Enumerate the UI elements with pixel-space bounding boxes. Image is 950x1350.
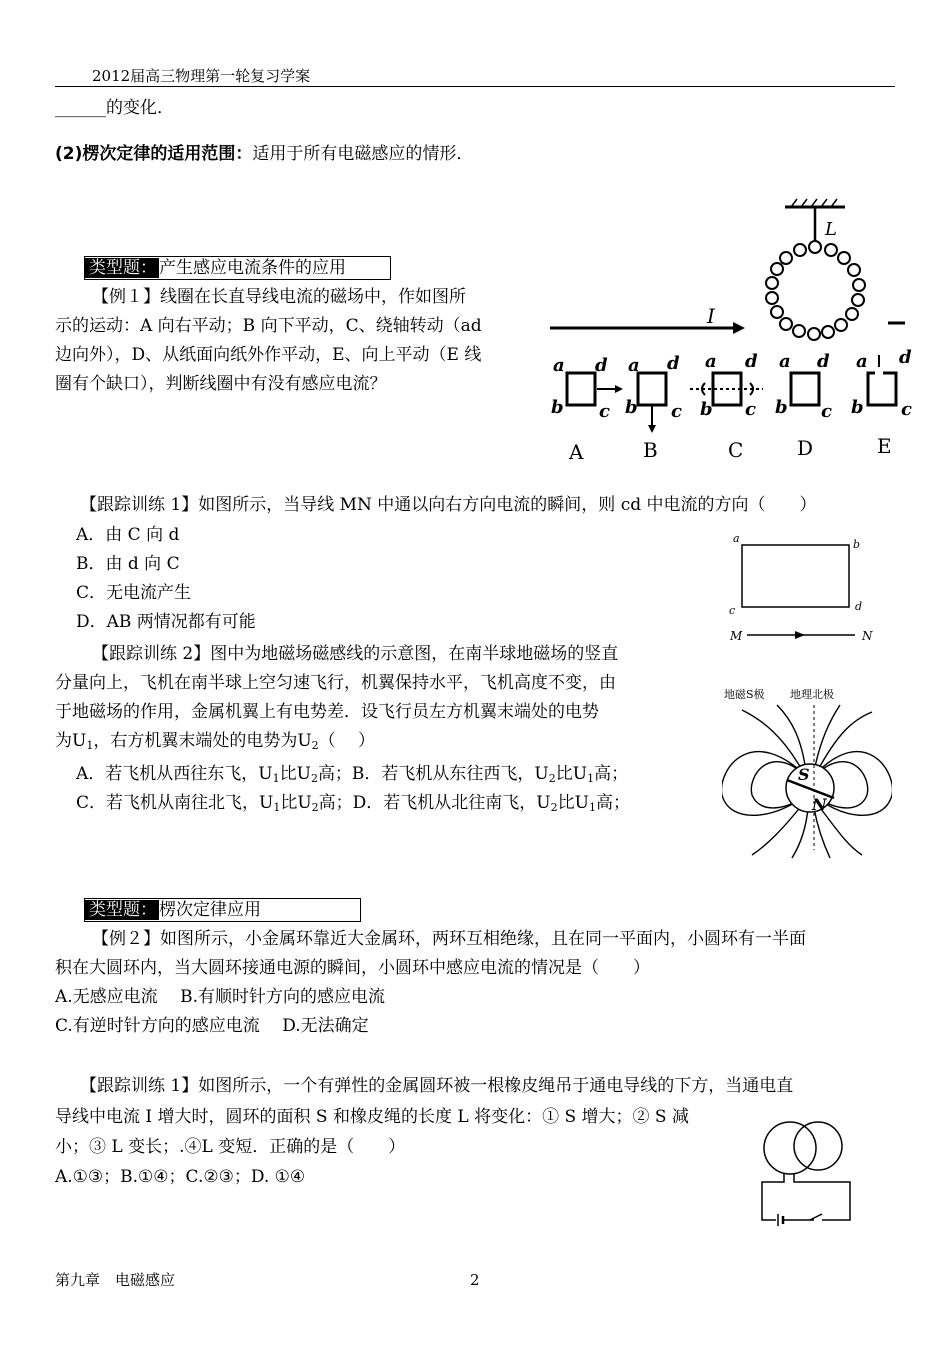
svg-text:b: b bbox=[775, 397, 788, 418]
svg-text:S: S bbox=[798, 765, 810, 784]
training1-option: B．由 d 向 C bbox=[76, 554, 180, 574]
training2-option-ab: A．若飞机从西往东飞，$U_1$比$U_2$高；B．若飞机从东往西飞，$U_2$比$U_1$高； bbox=[76, 764, 629, 785]
svg-text:a: a bbox=[628, 355, 640, 376]
page-number: 2 bbox=[470, 1271, 480, 1289]
svg-text:b: b bbox=[625, 397, 638, 418]
svg-text:d: d bbox=[595, 355, 608, 376]
example1-line: 示的运动：A 向右平动；B 向下平动，C、绕轴转动（ad bbox=[55, 316, 482, 336]
svg-text:c: c bbox=[599, 401, 610, 422]
svg-text:c: c bbox=[671, 401, 682, 422]
scope-text: 适用于所有电磁感应的情形． bbox=[252, 144, 474, 164]
example2-option: A.无感应电流 B.有顺时针方向的感应电流 bbox=[55, 987, 385, 1007]
coil-label-d: D bbox=[797, 436, 814, 460]
section-title: 产生感应电流条件的应用 bbox=[159, 258, 346, 278]
svg-text:a: a bbox=[553, 355, 565, 376]
training2-line: 于地磁场的作用，金属机翼上有电势差．设飞行员左方机翼末端处的电势 bbox=[55, 702, 599, 722]
example2-line: 【例２】如图所示，小金属环靠近大金属环，两环互相绝缘，且在同一平面内，小圆环有一半面 bbox=[92, 929, 806, 949]
svg-text:d: d bbox=[745, 351, 758, 372]
training2-line: 分量向上，飞机在南半球上空匀速飞行，机翼保持水平，飞机高度不变，由 bbox=[55, 673, 616, 693]
blank-line: ______的变化． bbox=[55, 98, 174, 118]
example1-line: 圈有个缺口），判断线圈中有没有感应电流？ bbox=[55, 374, 387, 394]
section-tag: 类型题： bbox=[85, 900, 159, 920]
svg-text:b: b bbox=[851, 397, 864, 418]
section-tag-box bbox=[84, 256, 391, 280]
example1-line: 边向外），D、从纸面向纸外作平动，E、向上平动（E 线 bbox=[55, 345, 482, 365]
training1-option: D．AB 两情况都有可能 bbox=[76, 612, 256, 632]
training1-question: 【跟踪训练 1】如图所示，当导线 MN 中通以向右方向电流的瞬间，则 cd 中电流的方向（ ） bbox=[80, 495, 817, 515]
svg-text:M: M bbox=[730, 629, 743, 643]
scope-label: (2)楞次定律的适用范围： bbox=[55, 144, 253, 164]
coil-label-a: A bbox=[569, 440, 584, 464]
header-rule bbox=[55, 86, 895, 87]
svg-text:c: c bbox=[729, 604, 736, 617]
header-title: 2012届高三物理第一轮复习学案 bbox=[92, 67, 311, 85]
scope-paragraph bbox=[55, 140, 473, 169]
beaded-ring bbox=[766, 241, 865, 340]
coil-label-c: C bbox=[728, 438, 744, 462]
training2-line: 【跟踪训练 2】图中为地磁场磁感线的示意图，在南半球地磁场的竖直 bbox=[92, 644, 619, 664]
training2-option-cd: C．若飞机从南往北飞，$U_1$比$U_2$高；D．若飞机从北往南飞，$U_2$比$U_1$高； bbox=[76, 793, 630, 814]
svg-text:d: d bbox=[667, 353, 680, 374]
svg-text:a: a bbox=[733, 532, 740, 545]
example2-line: 积在大圆环内，当大圆环接通电源的瞬间，小圆环中感应电流的情况是（ ） bbox=[55, 958, 650, 978]
training1-option: C．无电流产生 bbox=[76, 583, 192, 603]
training1-option: A．由 C 向 d bbox=[76, 525, 180, 545]
label-I: I bbox=[707, 304, 715, 328]
svg-text:d: d bbox=[855, 600, 863, 613]
svg-text:b: b bbox=[700, 399, 713, 420]
svg-text:d: d bbox=[817, 351, 830, 372]
training-line: 导线中电流 I 增大时，圆环的面积 S 和橡皮绳的长度 L 将变化：① S 增大；② S 减 bbox=[55, 1107, 689, 1127]
training-line: 【跟踪训练 1】如图所示，一个有弹性的金属圆环被一根橡皮绳吊于通电导线的下方，当通电直 bbox=[80, 1076, 794, 1096]
svg-text:c: c bbox=[745, 399, 756, 420]
section-title: 楞次定律应用 bbox=[159, 900, 261, 920]
svg-text:a: a bbox=[705, 351, 717, 372]
figure-coils bbox=[545, 195, 925, 470]
label-L: L bbox=[825, 219, 837, 240]
svg-text:N: N bbox=[812, 795, 827, 814]
example2-option: C.有逆时针方向的感应电流 D.无法确定 bbox=[55, 1016, 369, 1036]
figure-rings-circuit bbox=[752, 1112, 862, 1227]
footer-chapter: 第九章 电磁感应 bbox=[55, 1271, 176, 1289]
svg-text:d: d bbox=[899, 347, 912, 368]
training-line: A.①③；B.①④；C.②③；D. ①④ bbox=[55, 1167, 306, 1187]
example1-line: 【例１】线圈在长直导线电流的磁场中，作如图所 bbox=[92, 287, 466, 307]
section-tag-box-2 bbox=[84, 898, 361, 922]
svg-text:a: a bbox=[779, 351, 791, 372]
coil-label-b: B bbox=[643, 438, 658, 462]
svg-text:地磁S极: 地磁S极 bbox=[724, 688, 765, 701]
training-line: 小；③ L 变长；.④L 变短．正确的是（ ） bbox=[55, 1137, 406, 1157]
svg-text:b: b bbox=[551, 397, 564, 418]
figure-rectangle-mn bbox=[725, 530, 885, 645]
svg-text:c: c bbox=[901, 399, 912, 420]
training2-line: 为$U_1$，右方机翼末端处的电势为$U_2$（ ） bbox=[55, 731, 376, 752]
figure-earth-field bbox=[722, 680, 892, 860]
svg-text:N: N bbox=[862, 629, 873, 643]
svg-text:a: a bbox=[856, 351, 868, 372]
svg-text:b: b bbox=[853, 538, 861, 551]
coil-label-e: E bbox=[877, 434, 892, 458]
section-tag: 类型题： bbox=[85, 258, 159, 278]
svg-text:c: c bbox=[821, 401, 832, 422]
svg-text:地理北极: 地理北极 bbox=[790, 688, 834, 701]
